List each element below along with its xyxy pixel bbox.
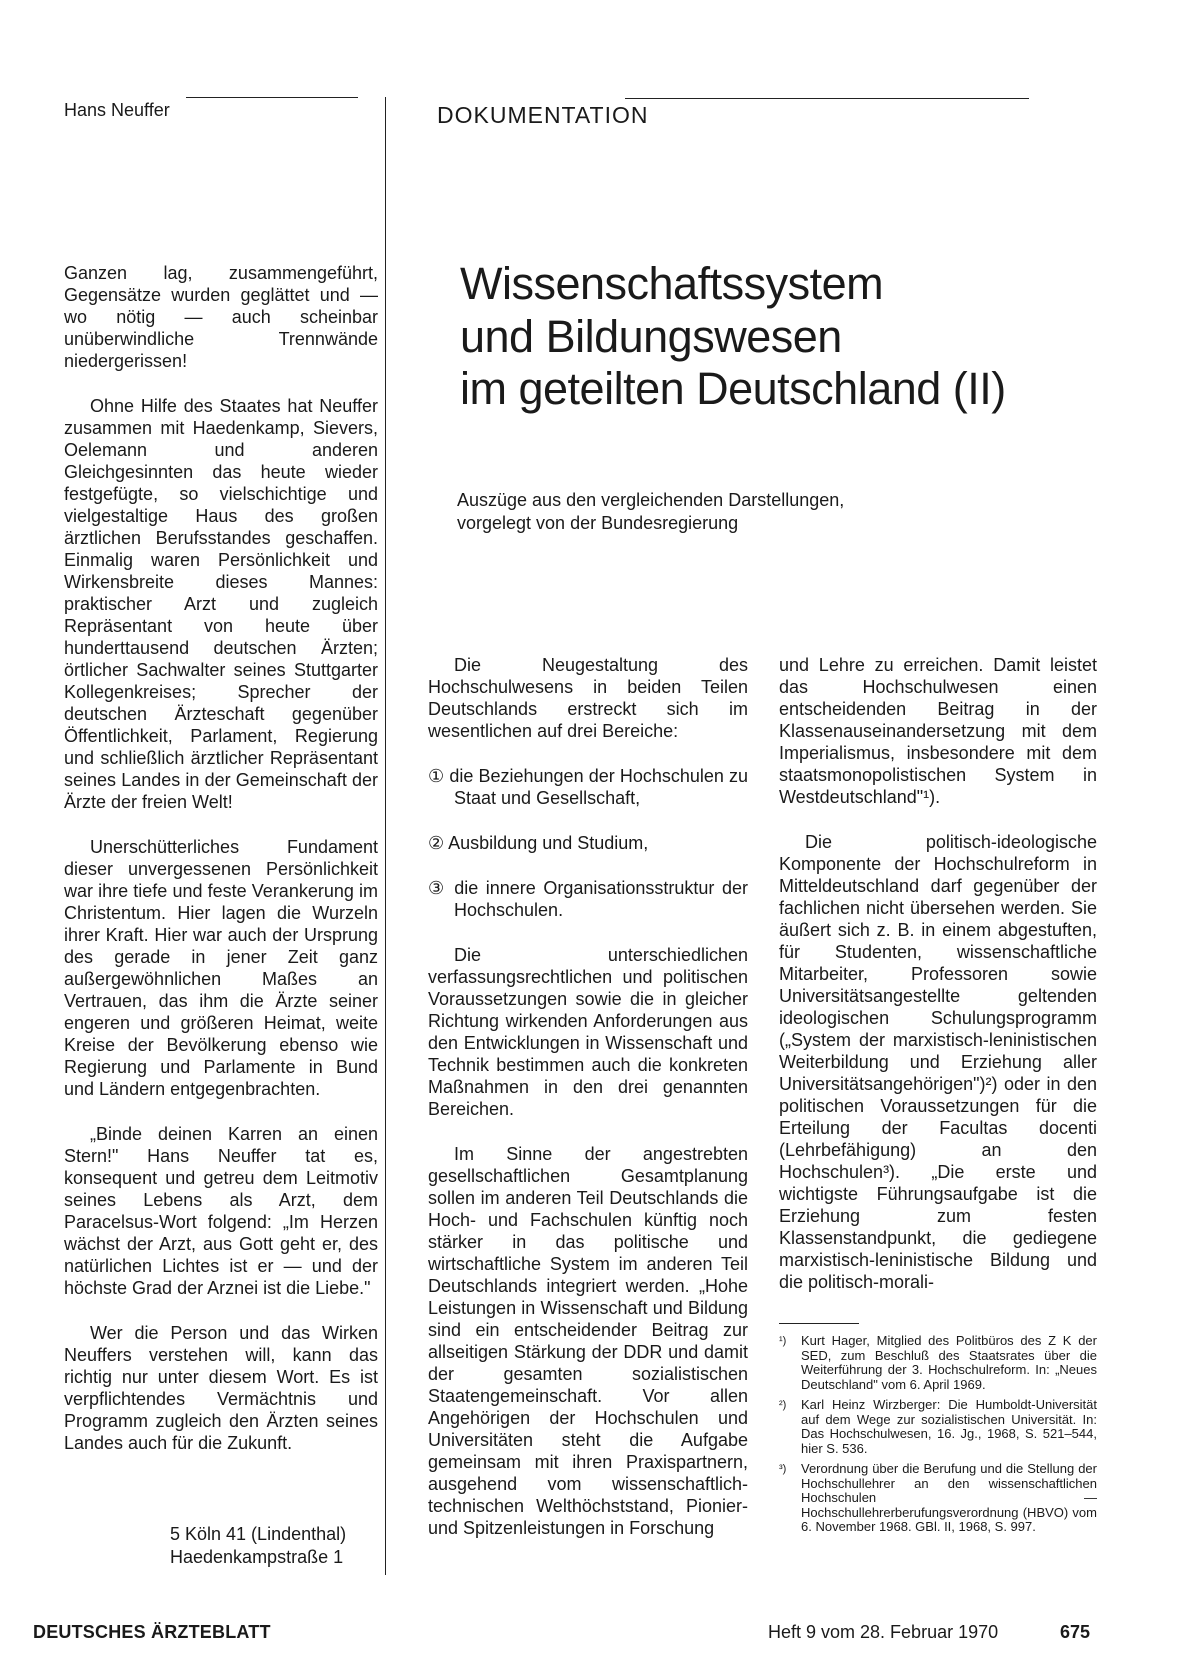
paragraph: Die Neugestaltung des Hochschulwesens in beiden Teilen Deutschlands erstreckt sich im wesentlichen auf drei Bereiche: [428,655,748,741]
article-title [460,258,1080,416]
author-name: Hans Neuffer [64,100,170,120]
author-address [170,1523,378,1569]
paragraph: „Binde deinen Karren an einen Stern!" Hans Neuffer tat es, konsequent und getreu dem Leitmotiv seines Lebens als Arzt, dem Paracelsus-Wort folgend: „Im Herzen wächst der Arzt, aus Gott geht er, des natürlichen Lichtes ist er — und der höchste Grad der Arznei ist die Liebe." [64,1124,378,1298]
footnote [779,1462,1097,1535]
journal-name: DEUTSCHES ÄRZTEBLATT [33,1622,271,1642]
paragraph: Die unterschiedlichen verfassungsrechtlichen und politischen Voraussetzungen sowie die in gleicher Richtung wirkenden Anforderungen aus den Entwicklungen in Wissenschaft und Technik bestimmen auch die konkreten Maßnahmen in den drei genannten Bereichen. [428,945,748,1119]
header-rule-left [186,97,358,98]
section-label: DOKUMENTATION [437,102,649,128]
list-item: ① die Beziehungen der Hochschulen zu Staat und Gesellschaft, [428,766,748,808]
middle-column [428,654,748,1539]
article-title-line: Wissenschaftssystem [460,258,884,309]
header-rule-right [625,98,1029,99]
page-number: 675 [1060,1622,1091,1642]
paragraph: Ganzen lag, zusammengeführt, Gegensätze wurden geglättet und — wo nötig — auch scheinbar unüberwindliche Trennwände niedergerissen! [64,263,378,371]
article-subtitle [457,489,1057,535]
article-subtitle-line: vorgelegt von der Bundesregierung [457,513,739,534]
issue-info: Heft 9 vom 28. Februar 1970 [768,1622,999,1642]
footnote-text: Verordnung über die Berufung und die Stellung der Hochschullehrer an den wissenschaftlichen Hochschulen — Hochschullehrerberufungsverordnung (HBVO) vom 6. November 1968. GBl. II, 1968, S. 997. [801,1461,1097,1534]
address-line: Haedenkampstraße 1 [170,1547,344,1567]
footnote [779,1334,1097,1392]
list-item: ② Ausbildung und Studium, [428,833,649,853]
paragraph: Wer die Person und das Wirken Neuffers verstehen will, kann das richtig nur unter diesem Wort. Es ist verpflichtendes Vermächtnis und Programm zugleich den Ärzten seines Landes auch für die Zukunft. [64,1323,378,1453]
paragraph: Im Sinne der angestrebten gesellschaftlichen Gesamtplanung sollen im anderen Teil Deutschlands die Hoch- und Fachschulen künftig noch stärker in das politische und wirtschaftliche System im anderen Teil Deutschlands integriert werden. „Hohe Leistungen in Wissenschaft und Bildung sind ein entscheidender Beitrag zur allseitigen Stärkung der DDR und damit der gesamten sozialistischen Staatengemeinschaft. Vor allen Angehörigen der Hochschulen und Universitäten steht die Aufgabe gemeinsam mit ihren Praxispartnern, ausgehend vom wissenschaftlich-technischen Welthöchststand, Pionier- und Spitzenleistungen in Forschung [428,1144,748,1538]
article-subtitle-line: Auszüge aus den vergleichenden Darstellungen, [457,490,845,510]
footnotes [779,1334,1097,1541]
footnote-text: Kurt Hager, Mitglied des Politbüros des Z K der SED, zum Beschluß des Staatsrates über die Weiterführung der 3. Hochschulreform. In: „Neues Deutschland" vom 6. April 1969. [801,1333,1097,1392]
paragraph: Ohne Hilfe des Staates hat Neuffer zusammen mit Haedenkamp, Sievers, Oelemann und anderen Gleichgesinnten das heute wieder festgefügte, so vielschichtige und vielgestaltige Haus des großen ärztlichen Berufsstandes geschaffen. Einmalig waren Persönlichkeit und Wirkensbreite dieses Mannes: praktischer Arzt und zugleich Repräsentant von heute über hunderttausend deutschen Ärzten; örtlicher Sachwalter seines Stuttgarter Kollegenkreises; Sprecher der deutschen Ärzteschaft gegenüber Öffentlichkeit, Parlament, Regierung und schließlich ärztlicher Repräsentant seines Landes in der Gemeinschaft der Ärzte der freien Welt! [64,396,378,812]
paragraph: und Lehre zu erreichen. Damit leistet das Hochschulwesen einen entscheidenden Beitrag in der Klassenauseinandersetzung mit dem Imperialismus, insbesondere mit dem staatsmonopolistischen System in Westdeutschland"¹). [779,655,1097,807]
footnote-number: ¹) [779,1335,787,1347]
paragraph: Unerschütterliches Fundament dieser unvergessenen Persönlichkeit war ihre tiefe und feste Verankerung im Christentum. Hier lagen die Wurzeln ihrer Kraft. Hier war auch der Ursprung des gerade in jener Zeit ganz außergewöhnlichen Maßes an Vertrauen, das ihm die Ärzte seiner engeren und größeren Heimat, weite Kreise der Bevölkerung ebenso wie Regierung und Parlamente in Bund und Ländern entgegenbrachten. [64,837,378,1099]
footnote-text: Karl Heinz Wirzberger: Die Humboldt-Universität auf dem Wege zur sozialistischen Universität. In: Das Hochschulwesen, 16. Jg., 1968, S. 521–544, hier S. 536. [801,1397,1097,1456]
paragraph: Die politisch-ideologische Komponente der Hochschulreform in Mitteldeutschland darf gegenüber der fachlichen nicht übersehen werden. Sie äußert sich z. B. in einem abgestuften, für Studenten, wissenschaftliche Mitarbeiter, Professoren sowie Universitätsangestellte geltenden ideologischen Schulungsprogramm („System der marxistisch-leninistischen Weiterbildung und Erziehung aller Universitätsangehörigen")²) oder in den politischen Voraussetzungen für die Erteilung der Facultas docenti (Lehrbefähigung) an den Hochschulen³). „Die erste und wichtigste Führungsaufgabe ist die Erziehung zum festen Klassenstandpunkt, die gediegene marxistisch-leninistische Bildung und die politisch-morali- [779,832,1097,1292]
list-item: ③ die innere Organisationsstruktur der Hochschulen. [428,878,748,920]
address-line: 5 Köln 41 (Lindenthal) [170,1524,347,1544]
article-title-line: im geteilten Deutschland (II) [460,363,1006,415]
column-divider [385,97,386,1575]
left-column [64,262,378,1454]
right-column [779,654,1097,1293]
article-title-line: und Bildungswesen [460,310,842,362]
footnote-number: ²) [779,1399,787,1411]
footnote-number: ³) [779,1463,787,1475]
footnote-rule [779,1323,859,1324]
footnote [779,1398,1097,1456]
